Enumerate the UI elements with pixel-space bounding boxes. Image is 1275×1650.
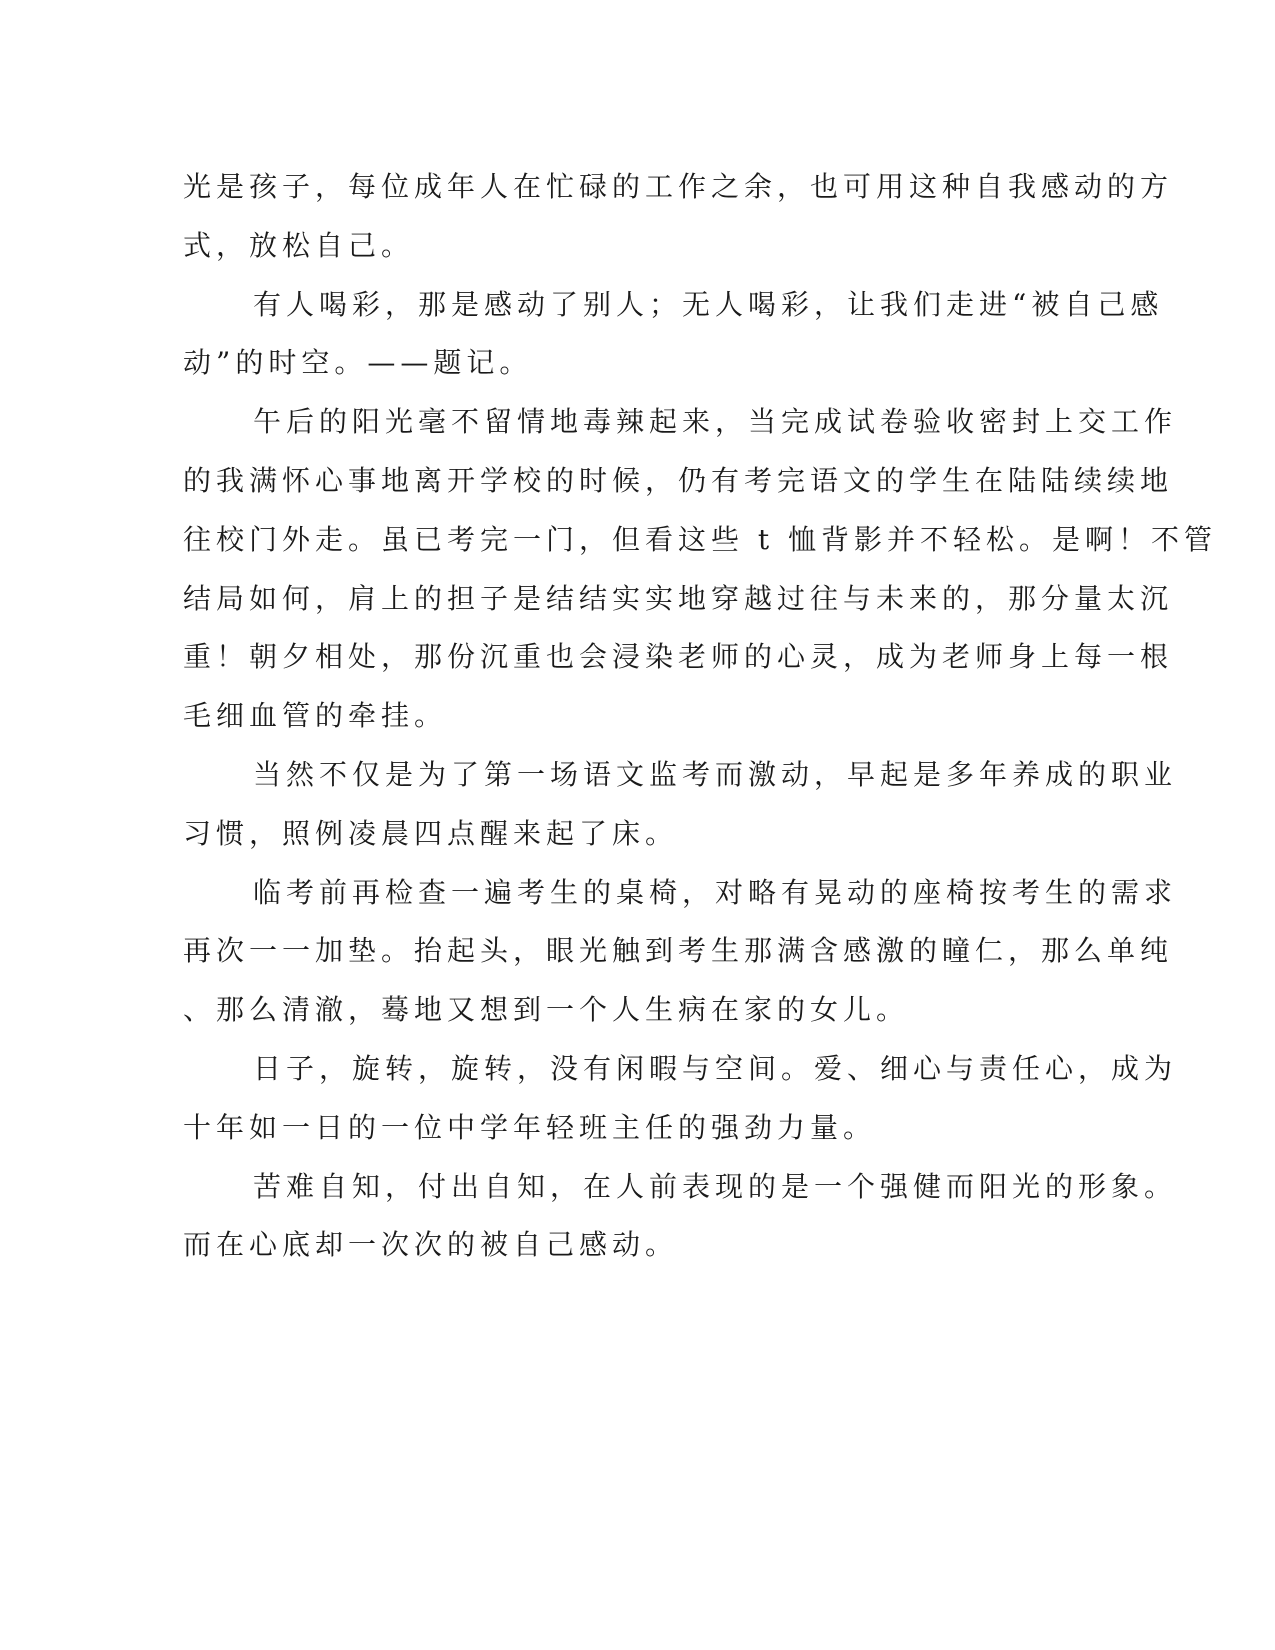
document-body xyxy=(183,158,1218,1275)
text-line: 往校门外走。虽已考完一门，但看这些 t 恤背影并不轻松。是啊！不管 xyxy=(183,522,1218,556)
text-line: 动”的时空。——题记。 xyxy=(183,346,533,380)
text-line: 的我满怀心事地离开学校的时候，仍有考完语文的学生在陆陆续续地 xyxy=(183,463,1174,497)
paragraph-start-line: 苦难自知，付出自知，在人前表现的是一个强健而阳光的形象。 xyxy=(253,1169,1178,1203)
text-line: 光是孩子，每位成年人在忙碌的工作之余，也可用这种自我感动的方 xyxy=(183,170,1174,203)
paragraph-start-line: 午后的阳光毫不留情地毒辣起来，当完成试卷验收密封上交工作 xyxy=(253,405,1178,439)
text-line: 再次一一加垫。抬起头，眼光触到考生那满含感激的瞳仁，那么单纯 xyxy=(183,934,1174,968)
paragraph-start-line: 临考前再检查一遍考生的桌椅，对略有晃动的座椅按考生的需求 xyxy=(253,875,1178,909)
text-line: 式，放松自己。 xyxy=(183,228,415,262)
paragraph-start-line: 当然不仅是为了第一场语文监考而激动，早起是多年养成的职业 xyxy=(253,757,1178,791)
text-line: 重！朝夕相处，那份沉重也会浸染老师的心灵，成为老师身上每一根 xyxy=(183,640,1174,674)
text-line: 十年如一日的一位中学年轻班主任的强劲力量。 xyxy=(183,1110,877,1144)
text-line: 习惯，照例凌晨四点醒来起了床。 xyxy=(183,816,679,850)
text-line: 、那么清澈，蓦地又想到一个人生病在家的女儿。 xyxy=(183,993,910,1027)
text-line: 而在心底却一次次的被自己感动。 xyxy=(183,1228,679,1262)
paragraph-start-line: 有人喝彩，那是感动了别人；无人喝彩，让我们走进“被自己感 xyxy=(253,287,1164,321)
text-line: 毛细血管的牵挂。 xyxy=(183,699,448,733)
text-line: 结局如何，肩上的担子是结结实实地穿越过往与未来的，那分量太沉 xyxy=(183,581,1174,615)
paragraph-start-line: 日子，旋转，旋转，没有闲暇与空间。爱、细心与责任心，成为 xyxy=(253,1051,1178,1085)
